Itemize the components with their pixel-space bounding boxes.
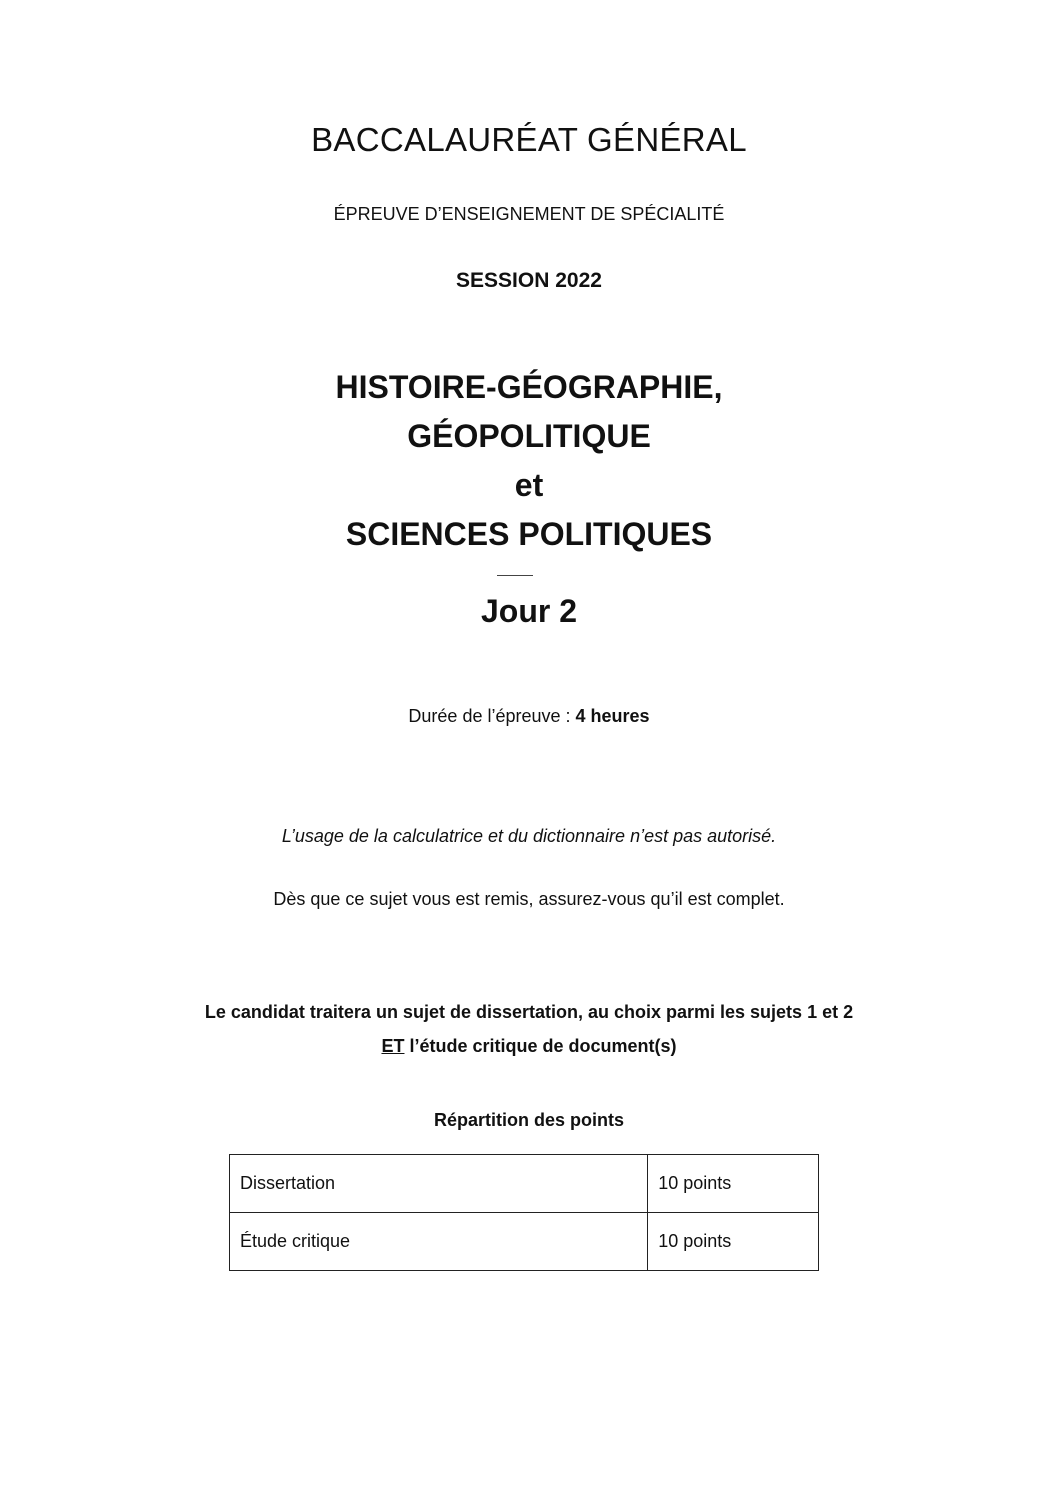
- points-table: [229, 1154, 819, 1271]
- subject-line-4: SCIENCES POLITIQUES: [345, 516, 713, 552]
- completeness-notice: Dès que ce sujet vous est remis, assurez-vous qu’il est complet.: [273, 889, 785, 909]
- exam-day: Jour 2: [480, 593, 578, 629]
- exam-type: ÉPREUVE D’ENSEIGNEMENT DE SPÉCIALITÉ: [333, 204, 725, 224]
- instruction-et: ET: [381, 1036, 405, 1056]
- table-cell-value: 10 points: [648, 1155, 819, 1213]
- exam-duration: [0, 706, 1058, 727]
- exam-title: BACCALAURÉAT GÉNÉRAL: [311, 121, 747, 158]
- duration-label: Durée de l’épreuve :: [408, 706, 576, 726]
- table-cell-label: Étude critique: [230, 1213, 648, 1271]
- subject-line-2: GÉOPOLITIQUE: [407, 418, 651, 454]
- session-year: SESSION 2022: [456, 269, 602, 292]
- calculator-notice: L’usage de la calculatrice et du dictionnaire n’est pas autorisé.: [281, 826, 777, 846]
- table-cell-label: Dissertation: [230, 1155, 648, 1213]
- duration-value: 4 heures: [575, 706, 650, 726]
- points-table-title: Répartition des points: [433, 1110, 624, 1130]
- instruction-line-2: [0, 1036, 1058, 1057]
- separator-rule: [497, 575, 533, 576]
- table-cell-value: 10 points: [648, 1213, 819, 1271]
- instruction-line-1: Le candidat traitera un sujet de dissertation, au choix parmi les sujets 1 et 2: [204, 1002, 854, 1022]
- instruction-line-2-rest: l’étude critique de document(s): [404, 1036, 677, 1056]
- table-row: [230, 1213, 819, 1271]
- subject-line-1: HISTOIRE-GÉOGRAPHIE,: [335, 369, 723, 405]
- table-row: [230, 1155, 819, 1213]
- subject-line-3: et: [514, 467, 544, 503]
